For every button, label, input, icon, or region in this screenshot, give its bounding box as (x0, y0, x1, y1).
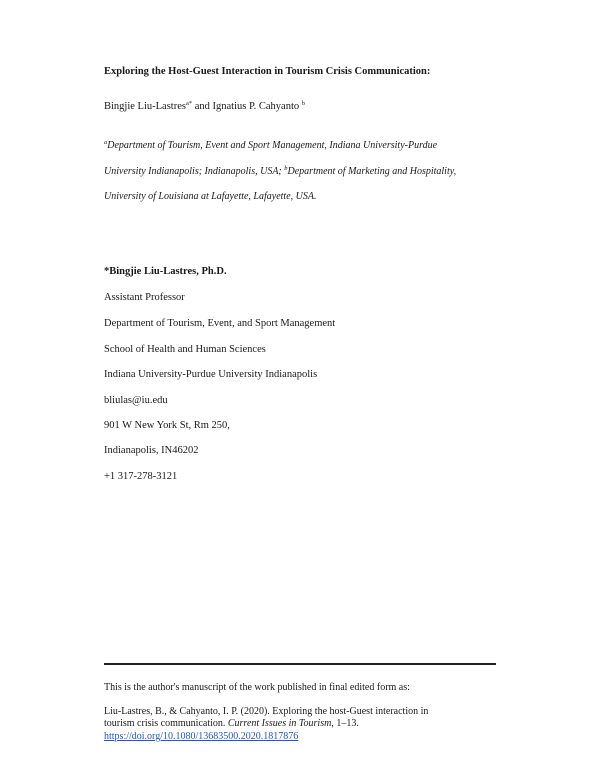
corresponding-school: School of Health and Human Sciences (104, 344, 266, 355)
corresponding-street: 901 W New York St, Rm 250, (104, 420, 230, 431)
author-line (104, 100, 305, 112)
corresponding-university: Indiana University-Purdue University Indianapolis (104, 369, 318, 380)
citation-line-2-text: tourism crisis communication. (104, 718, 228, 729)
footnote-intro: This is the author's manuscript of the work published in final edited form as: (104, 682, 410, 693)
corresponding-email: bliulas@iu.edu (104, 395, 168, 406)
citation-journal: Current Issues in Tourism (227, 718, 332, 729)
author-1-superscript: a* (185, 100, 193, 107)
author-2: Ignatius P. Cahyanto (212, 101, 300, 112)
affiliation-b-marker: b (284, 165, 288, 172)
affiliation-a-marker: a (104, 139, 108, 146)
affiliation-line-2 (104, 165, 456, 177)
corresponding-position: Assistant Professor (104, 292, 185, 303)
affiliation-b-text: Department of Marketing and Hospitality, (287, 166, 457, 177)
paper-title: Exploring the Host-Guest Interaction in Tourism Crisis Communication: (104, 66, 431, 77)
corresponding-city: Indianapolis, IN46202 (104, 445, 199, 456)
doi-link[interactable]: https://doi.org/10.1080/13683500.2020.1817876 (104, 731, 299, 742)
affiliation-line-1 (104, 139, 437, 151)
corresponding-author-name: *Bingjie Liu-Lastres, Ph.D. (104, 266, 227, 277)
affiliation-line-3: University of Louisiana at Lafayette, Lafayette, USA. (104, 191, 317, 202)
author-2-superscript: b (301, 100, 306, 107)
footnote-divider (104, 663, 496, 665)
citation-pages: , 1–13. (331, 718, 359, 729)
citation-line-2 (104, 718, 359, 729)
author-conjunction: and (192, 101, 213, 112)
affiliation-a-text: Department of Tourism, Event and Sport Management, Indiana University-Purdue (107, 140, 438, 151)
affiliation-a-continued: University Indianapolis; Indianapolis, USA; (104, 166, 285, 177)
author-1: Bingjie Liu-Lastres (104, 101, 186, 112)
corresponding-phone: +1 317-278-3121 (104, 471, 178, 482)
citation-line-1: Liu-Lastres, B., & Cahyanto, I. P. (2020). Exploring the host-Guest interaction in (104, 706, 429, 717)
corresponding-department: Department of Tourism, Event, and Sport Management (104, 318, 336, 329)
